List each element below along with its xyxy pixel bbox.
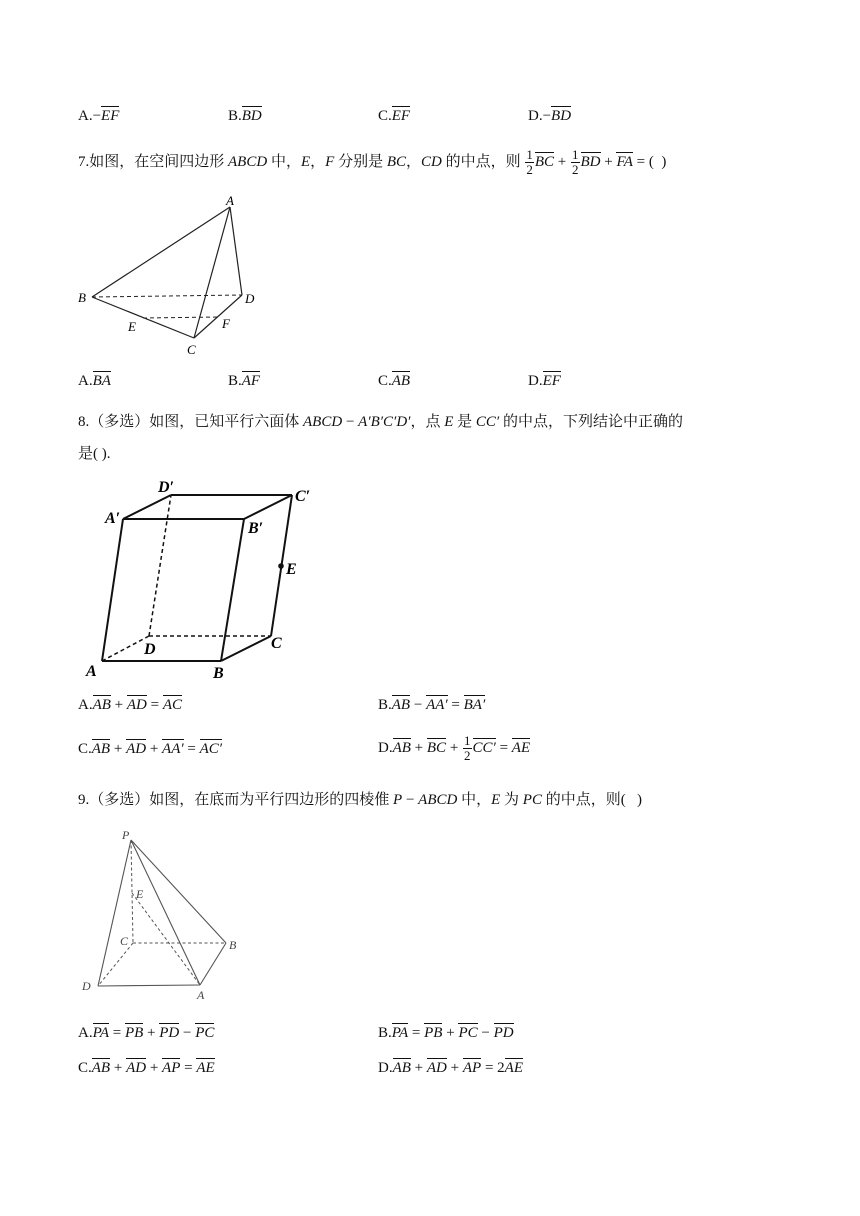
- q7-option-b: B.AF: [228, 373, 261, 389]
- q9-option-c: C.AB + AD + AP = AE: [78, 1060, 215, 1076]
- q7-option-d: D.EF: [528, 373, 561, 389]
- q7-option-c: C.AB: [378, 373, 411, 389]
- q8-option-a: A.AB + AD = AC: [78, 697, 183, 713]
- q8-label-a: A: [86, 663, 97, 680]
- q8-option-b: B.AB − AA′ = BA′: [378, 697, 486, 713]
- q9-label-p: P: [122, 828, 130, 842]
- q7-label-b: B: [78, 290, 86, 305]
- q8-figure: [78, 478, 338, 688]
- q7-label-d: D: [245, 291, 255, 306]
- q6-option-c: C.EF: [378, 108, 411, 124]
- q7-label-e: E: [128, 319, 136, 334]
- q9-label-c: C: [120, 934, 129, 948]
- q8-option-d: D.AB + BC + $\frac{1}{2}$ CC′ = AE: [378, 733, 531, 763]
- q9-label-d: D: [82, 979, 91, 993]
- q8-label-e: E: [286, 561, 297, 578]
- q8-label-b: B: [213, 665, 224, 682]
- q9-option-b: B.PA = PB + PC − PD: [378, 1025, 514, 1041]
- q9-label-b: B: [229, 938, 237, 952]
- q9-label-a: A: [197, 988, 205, 1002]
- q8-label-b1: B′: [248, 520, 264, 537]
- q8-stem-line2: 是( ).: [78, 446, 111, 462]
- q6-option-d: D.−BD: [528, 108, 572, 124]
- q8-option-c: C.AB + AD + AA′ = AC′: [78, 741, 223, 757]
- q7-label-a: A: [226, 193, 234, 208]
- q7-stem: 7.如图，在空间四边形 ABCD 中，E，F 分别是 BC，CD 的中点，则 $\frac{1}{2}$ BC + $\frac{1}{2}$ BD + FA = ( ): [78, 147, 667, 177]
- q7-figure: [70, 190, 270, 360]
- q7-label-c: C: [187, 342, 196, 357]
- q7-option-a: A.BA: [78, 373, 111, 389]
- q8-label-a1: A′: [105, 510, 121, 527]
- q6-option-b: B.BD: [228, 108, 262, 124]
- q9-option-a: A.PA = PB + PD − PC: [78, 1025, 215, 1041]
- q7-label-f: F: [222, 316, 230, 331]
- q9-stem: 9.（多选）如图，在底而为平行四边形的四棱倠 P − ABCD 中，E 为 PC 的中点，则( ): [78, 792, 642, 808]
- q6-option-a: A.−EF: [78, 108, 120, 124]
- q8-stem-line1: 8.（多选）如图，已知平行六面体 ABCD − A′B′C′D′，点 E 是 CC′ 的中点，下列结论中正确的: [78, 414, 683, 430]
- q8-label-d: D: [144, 641, 156, 658]
- q9-figure: [78, 828, 258, 1008]
- q8-label-c1: C′: [295, 488, 311, 505]
- q9-label-e: E: [136, 887, 144, 901]
- q9-option-d: D.AB + AD + AP = 2AE: [378, 1060, 523, 1076]
- q8-label-c: C: [271, 635, 282, 652]
- q8-label-d1: D′: [158, 479, 175, 496]
